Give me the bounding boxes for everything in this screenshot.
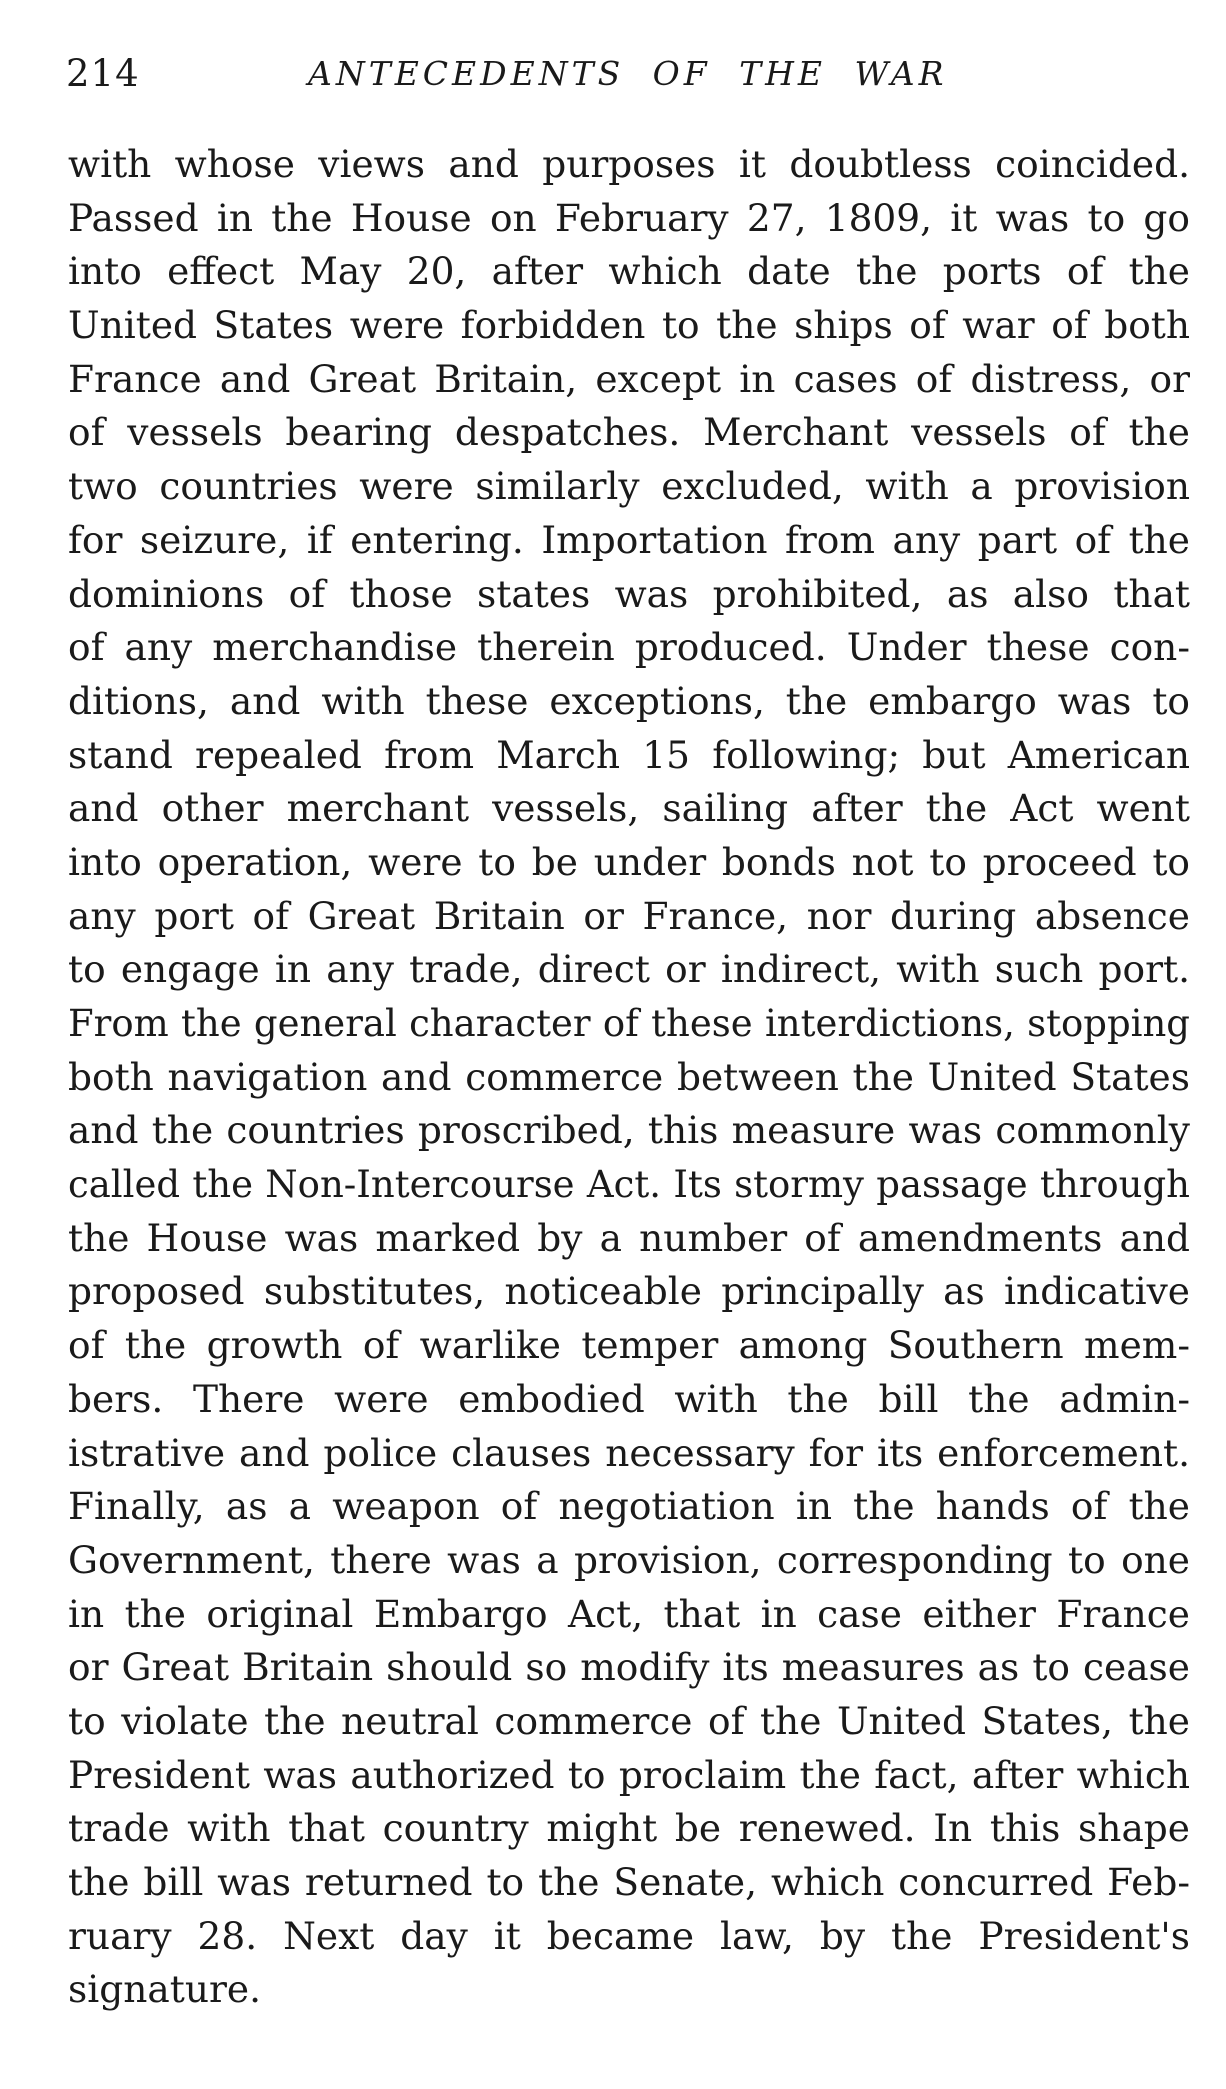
text-line: for seizure, if entering. Importation from any part of the [68,517,1190,562]
page-number: 214 [66,52,140,95]
text-line: into effect May 20, after which date the ports of the [68,249,1190,294]
text-line: signature. [68,1967,262,2012]
text-line: ruary 28. Next day it became law, by the President's [68,1913,1190,1958]
text-line: of vessels bearing despatches. Merchant vessels of the [68,410,1190,455]
running-title: ANTECEDENTS OF THE WAR [308,54,948,93]
text-line: trade with that country might be renewed. In this shape [68,1806,1190,1851]
text-line: United States were forbidden to the ships of war of both [68,303,1190,348]
text-line: to violate the neutral commerce of the United States, the [68,1698,1190,1743]
body-paragraph [68,138,1190,2017]
text-line: the House was marked by a number of amendments and [68,1215,1190,1260]
text-line: of any merchandise therein produced. Under these con- [68,625,1190,670]
text-line: stand repealed from March 15 following; but American [68,732,1190,777]
text-line: and the countries proscribed, this measure was commonly [68,1108,1190,1153]
text-line: bers. There were embodied with the bill the admin- [68,1376,1190,1421]
text-line: the bill was returned to the Senate, which concurred Feb- [68,1860,1190,1904]
text-line: ditions, and with these exceptions, the embargo was to [68,678,1190,723]
text-line: with whose views and purposes it doubtless coincided. [68,142,1190,186]
text-line: in the original Embargo Act, that in case either France [68,1591,1190,1636]
text-line: dominions of those states was prohibited, as also that [68,571,1190,616]
text-line: two countries were similarly excluded, with a provision [68,464,1190,509]
text-line: any port of Great Britain or France, nor during absence [68,893,1190,938]
text-line: and other merchant vessels, sailing after the Act went [68,786,1190,831]
text-line: From the general character of these interdictions, stopping [68,1002,1190,1045]
text-line: Passed in the House on February 27, 1809, it was to go [68,195,1190,240]
text-line: istrative and police clauses necessary for its enforcement. [68,1430,1190,1475]
text-line: or Great Britain should so modify its measures as to cease [68,1645,1190,1690]
running-head [66,52,1176,102]
text-line: Finally, as a weapon of negotiation in the hands of the [68,1484,1190,1529]
text-line: President was authorized to proclaim the fact, after which [68,1752,1190,1797]
text-line: into operation, were to be under bonds not to proceed to [68,839,1190,884]
text-line: France and Great Britain, except in cases of distress, or [68,356,1190,401]
text-line: called the Non-Intercourse Act. Its stormy passage through [68,1163,1190,1207]
text-line: proposed substitutes, noticeable principally as indicative [68,1269,1190,1314]
text-line: both navigation and commerce between the United States [68,1054,1190,1099]
text-line: Government, there was a provision, corresponding to one [68,1537,1190,1582]
text-line: of the growth of warlike temper among Southern mem- [68,1323,1190,1368]
text-line: to engage in any trade, direct or indirect, with such port. [68,947,1190,992]
